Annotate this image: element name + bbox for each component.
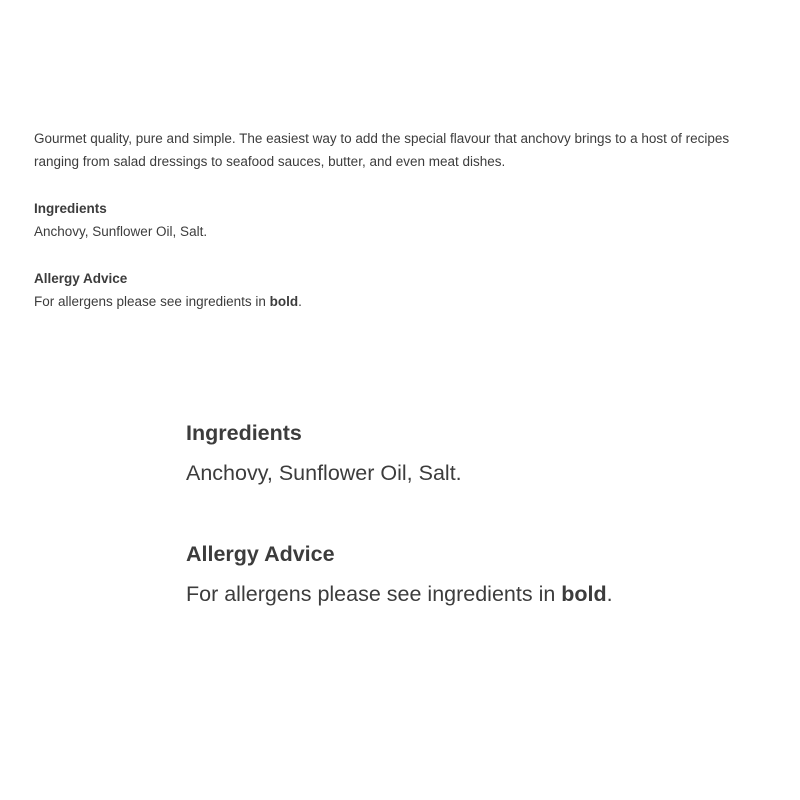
allergy-text-bold: bold	[269, 294, 299, 309]
zoom-ingredients-text: Anchovy, Sunflower Oil, Salt.	[186, 461, 462, 485]
allergy-heading: Allergy Advice	[34, 271, 128, 286]
zoom-allergy-text	[186, 574, 776, 614]
product-info	[34, 127, 774, 313]
allergy-text-after: .	[298, 294, 302, 309]
zoom-allergy-text-before: For allergens please see ingredients in	[186, 582, 562, 606]
zoom-allergy-text-after: .	[606, 582, 613, 606]
zoom-allergy-text-bold: bold	[561, 582, 607, 606]
ingredients-heading: Ingredients	[34, 201, 107, 216]
zoomed-allergen-info	[186, 413, 776, 614]
zoom-ingredients-heading: Ingredients	[186, 421, 302, 445]
zoom-ingredients-section	[186, 413, 776, 493]
allergy-section	[34, 267, 774, 313]
product-description: Gourmet quality, pure and simple. The easiest way to add the special flavour that anchovy brings to a host of recipes ranging from salad dressings to seafood sauces, butter, and even meat dishes.	[34, 131, 730, 169]
allergy-text-before: For allergens please see ingredients in	[34, 294, 270, 309]
zoom-allergy-heading: Allergy Advice	[186, 542, 335, 566]
ingredients-section	[34, 197, 774, 243]
ingredients-text: Anchovy, Sunflower Oil, Salt.	[34, 224, 208, 239]
zoom-allergy-section	[186, 534, 776, 614]
allergy-text	[34, 290, 774, 313]
